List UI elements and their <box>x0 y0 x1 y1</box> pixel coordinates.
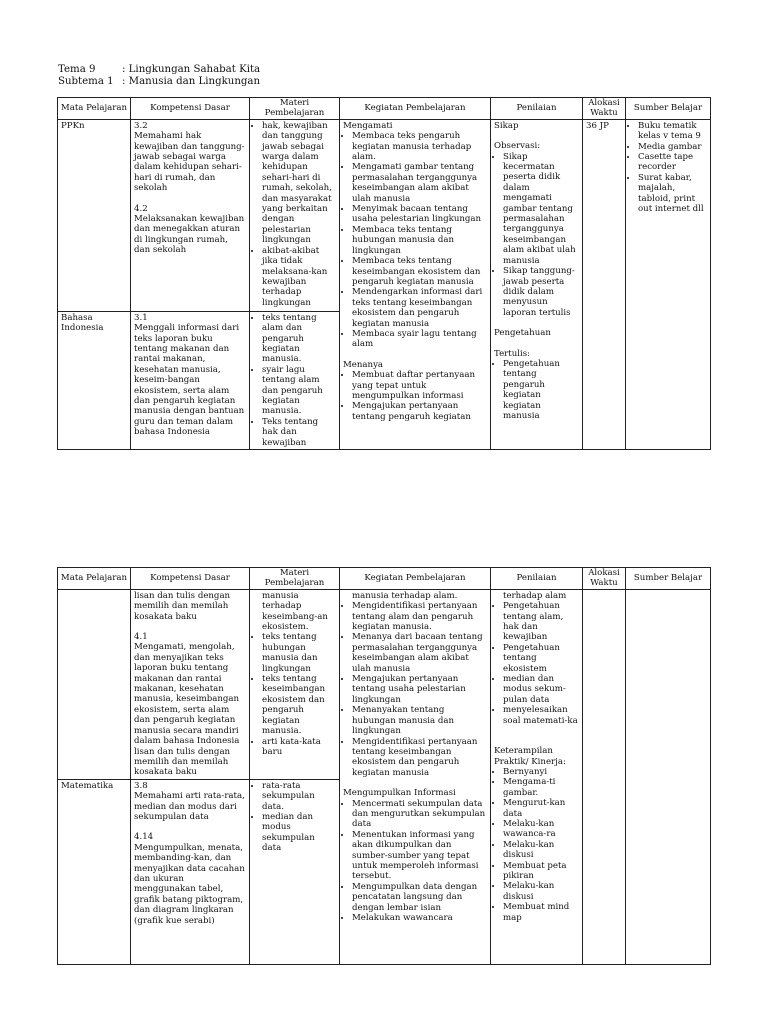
kd-text: lisan dan tulis dengan memilih dan memilah kosakata baku <box>134 590 233 622</box>
list-item: • akibat-akibat jika tidak melaksana-kan kewajiban terhadap lingkungan <box>262 246 336 308</box>
kegiatan-list <box>343 131 487 350</box>
kegiatan-cell <box>340 589 491 964</box>
penilaian-list <box>494 152 579 319</box>
list-item: • median dan modus sekum-pulan data <box>503 674 579 705</box>
col-mata-pelajaran: Mata Pelajaran <box>58 98 131 120</box>
table-row <box>58 119 711 311</box>
penilaian-text: terhadap alam <box>503 590 567 601</box>
tema-key: Tema 9 <box>58 64 96 75</box>
col-kompetensi-dasar: Kompetensi Dasar <box>131 98 250 120</box>
table-row <box>58 589 711 779</box>
penilaian-cell <box>491 589 583 964</box>
col-materi-pembelajaran: Materi Pembelajaran <box>250 568 340 590</box>
list-item: • Mengumpulkan data dengan pencatatan langsung dan dengan lembar isian <box>352 882 487 913</box>
kd-number: 3.8 <box>134 780 148 791</box>
penilaian-subheading: Tertulis: <box>494 348 531 359</box>
sumber-cell <box>626 119 711 449</box>
list-item: • median dan modus sekumpulan data <box>262 812 336 854</box>
list-item: • Buku tematik kelas v tema 9 <box>638 121 707 142</box>
list-item: • Bernyanyi <box>503 767 579 777</box>
list-item: • Membuat mind map <box>503 902 579 923</box>
alokasi-cell: 36 JP <box>583 119 626 449</box>
list-item: • Mengamati gambar tentang permasalahan terganggunya keseimbangan alam akibat ulah manusia <box>352 162 487 204</box>
kegiatan-cell <box>340 119 491 449</box>
materi-cell <box>250 119 340 311</box>
list-item: • teks tentang keseimbangan ekosistem dan pengaruh kegiatan manusia. <box>262 674 336 736</box>
list-item: • Sikap kecermatan peserta didik dalam mengamati gambar tentang permasalahan terganggunya keseimbangan alam akibat ulah manusia <box>503 152 579 266</box>
kd-cell <box>131 119 250 311</box>
kd-text: Melaksanakan kewajiban dan menegakkan aturan di lingkungan rumah, dan sekolah <box>134 214 247 256</box>
penilaian-heading: Pengetahuan <box>494 328 551 339</box>
mapel-cell: Matematika <box>58 779 131 964</box>
kd-number: 3.1 <box>134 312 148 323</box>
mapel-cell: PPKn <box>58 119 131 311</box>
penilaian-heading: Keterampilan Praktik/ Kinerja: <box>494 746 566 767</box>
col-kegiatan-pembelajaran: Kegiatan Pembelajaran <box>340 98 491 120</box>
col-mata-pelajaran: Mata Pelajaran <box>58 568 131 590</box>
col-kegiatan-pembelajaran: Kegiatan Pembelajaran <box>340 568 491 590</box>
materi-text: manusia terhadap keseimbang-an ekosistem. <box>262 590 331 633</box>
col-sumber-belajar: Sumber Belajar <box>626 568 711 590</box>
kegiatan-heading: Menanya <box>343 359 384 370</box>
subtema-key: Subtema 1 <box>58 76 114 87</box>
mapel-cell <box>58 589 131 779</box>
document-header <box>58 64 260 88</box>
list-item: • Melakukan wawancara <box>352 913 487 923</box>
list-item: • Menanyakan tentang hubungan manusia dan lingkungan <box>352 705 487 736</box>
materi-list <box>253 781 336 854</box>
col-alokasi-waktu: Alokasi Waktu <box>583 568 626 590</box>
list-item: • Membaca teks tentang hubungan manusia dan lingkungan <box>352 225 487 256</box>
list-item: • Mencermati sekumpulan data dan mengurutkan sekumpulan data <box>352 799 487 830</box>
kd-number: 3.2 <box>134 120 148 131</box>
kegiatan-text: manusia terhadap alam. <box>352 590 458 601</box>
list-item: • Menentukan informasi yang akan dikumpulkan dan sumber-sumber yang tepat untuk memperoleh informasi tersebut. <box>352 830 487 882</box>
sumber-list <box>629 121 707 215</box>
kd-number: 4.2 <box>134 203 148 214</box>
kd-cell <box>131 589 250 779</box>
list-item: • Mengama-ti gambar. <box>503 777 579 798</box>
penilaian-list <box>494 767 579 923</box>
list-item: • Mengajukan pertanyaan tentang usaha pelestarian lingkungan <box>352 674 487 705</box>
list-item: • Melaku-kan diskusi <box>503 881 579 902</box>
list-item: • Mengidentifikasi pertanyaan tentang alam dan pengaruh kegiatan manusia. <box>352 601 487 632</box>
kd-text: Mengumpulkan, menata, membanding-kan, dan menyajikan data cacahan dan ukuran menggunakan tabel, grafik batang piktogram, dan diagram lingkaran (grafik kue serabi) <box>134 842 248 926</box>
kd-text: Memahami arti rata-rata, median dan modus dari sekumpulan data <box>134 791 248 822</box>
subtema-value: : Manusia dan Lingkungan <box>122 76 261 87</box>
list-item: • Membaca syair lagu tentang alam <box>352 329 487 350</box>
col-sumber-belajar: Sumber Belajar <box>626 98 711 120</box>
list-item: • rata-rata sekumpulan data. <box>262 781 336 812</box>
list-item: • Pengetahuan tentang ekosistem <box>503 643 579 674</box>
list-item: • syair lagu tentang alam dan pengaruh kegiatan manusia. <box>262 365 336 417</box>
kegiatan-list <box>343 370 487 422</box>
kd-text: Mengamati, mengolah, dan menyajikan teks laporan buku tentang makanan dan rantai makanan, kesehatan manusia, keseimbangan ekosistem, serta alam dan pengaruh kegiatan manusia secara mandiri dalam bahasa Indonesia lisan dan tulis dengan memilih dan memilah kosakata baku <box>134 642 243 778</box>
list-item: • teks tentang alam dan pengaruh kegiatan manusia. <box>262 313 336 365</box>
penilaian-heading: Sikap <box>494 120 519 131</box>
materi-cell <box>250 589 340 779</box>
list-item: • Melaku-kan diskusi <box>503 840 579 861</box>
list-item: • Pengetahuan tentang pengaruh kegiatan kegiatan manusia <box>503 359 579 421</box>
alokasi-cell <box>583 589 626 964</box>
list-item: • Membaca teks tentang keseimbangan ekosistem dan pengaruh kegiatan manusia <box>352 256 487 287</box>
mapel-cell: Bahasa Indonesia <box>58 311 131 449</box>
penilaian-list <box>494 359 579 421</box>
col-alokasi-waktu: Alokasi Waktu <box>583 98 626 120</box>
rpp-table-1 <box>57 97 711 450</box>
rpp-table-2 <box>57 567 711 965</box>
materi-list <box>253 632 336 757</box>
list-item: • Mendengarkan informasi dari teks tentang keseimbangan ekosistem dan pengaruh kegiatan manusia <box>352 287 487 329</box>
list-item: • Pengetahuan tentang alam, hak dan kewajiban <box>503 601 579 643</box>
list-item: • Mengajukan pertanyaan tentang pengaruh kegiatan <box>352 401 487 422</box>
list-item: • Membuat peta pikiran <box>503 861 579 882</box>
col-penilaian: Penilaian <box>491 568 583 590</box>
table-header-row <box>58 98 711 120</box>
list-item: • Menanya dari bacaan tentang permasalahan terganggunya keseimbangan alam akibat ulah manusia <box>352 632 487 674</box>
kd-number: 4.1 <box>134 632 148 643</box>
list-item: • Membaca teks pengaruh kegiatan manusia terhadap alam. <box>352 131 487 162</box>
tema-value: : Lingkungan Sahabat Kita <box>122 64 261 75</box>
list-item: • Menyimak bacaan tentang usaha pelestarian lingkungan <box>352 204 487 225</box>
kegiatan-list <box>343 799 487 924</box>
col-penilaian: Penilaian <box>491 98 583 120</box>
materi-cell <box>250 779 340 964</box>
list-item: • Melaku-kan wawanca-ra <box>503 819 579 840</box>
col-materi-pembelajaran: Materi Pembelajaran <box>250 98 340 120</box>
list-item: • Casette tape recorder <box>638 152 707 173</box>
col-kompetensi-dasar: Kompetensi Dasar <box>131 568 250 590</box>
kegiatan-heading: Mengumpulkan Informasi <box>343 788 456 799</box>
list-item: • Mengurut-kan data <box>503 798 579 819</box>
list-item: • Teks tentang hak dan kewajiban <box>262 417 336 448</box>
kd-cell <box>131 311 250 449</box>
table-header-row <box>58 568 711 590</box>
materi-list <box>253 313 336 448</box>
list-item: • hak, kewajiban dan tanggung jawab sebagai warga dalam kehidupan sehari-hari di rumah, sekolah, dan masyarakat yang berkaitan dengan pelestarian lingkungan <box>262 121 336 246</box>
list-item: • Surat kabar, majalah, tabloid, print out internet dll <box>638 173 707 215</box>
penilaian-subheading: Observasi: <box>494 141 541 152</box>
list-item: • menyelesaikan soal matemati-ka <box>503 705 579 726</box>
kd-cell <box>131 779 250 964</box>
kegiatan-heading: Mengamati <box>343 120 393 131</box>
penilaian-cell <box>491 119 583 449</box>
kd-text: Memahami hak kewajiban dan tanggung-jawab sebagai warga dalam kehidupan sehari-hari di rumah, dan sekolah <box>134 131 245 194</box>
materi-cell <box>250 311 340 449</box>
list-item: • teks tentang hubungan manusia dan lingkungan <box>262 632 336 674</box>
materi-list <box>253 121 336 308</box>
list-item: • Sikap tanggung-jawab peserta didik dalam menyusun laporan tertulis <box>503 266 579 318</box>
sumber-cell <box>626 589 711 964</box>
list-item: • Media gambar <box>638 142 707 152</box>
list-item: • Membuat daftar pertanyaan yang tepat untuk mengumpulkan informasi <box>352 370 487 401</box>
list-item: • arti kata-kata baru <box>262 737 336 758</box>
kegiatan-list <box>343 601 487 778</box>
kd-number: 4.14 <box>134 832 154 843</box>
list-item: • Mengidentifikasi pertanyaan tentang keseimbangan ekosistem dan pengaruh kegiatan manusia <box>352 737 487 779</box>
penilaian-list <box>494 601 579 726</box>
kd-text: Menggali informasi dari teks laporan buku tentang makanan dan rantai makanan, kesehatan manusia, keseim-bangan ekosistem, serta alam dan pengaruh kegiatan manusia dengan bantuan guru dan teman dalam bahasa Indonesia <box>134 323 247 438</box>
